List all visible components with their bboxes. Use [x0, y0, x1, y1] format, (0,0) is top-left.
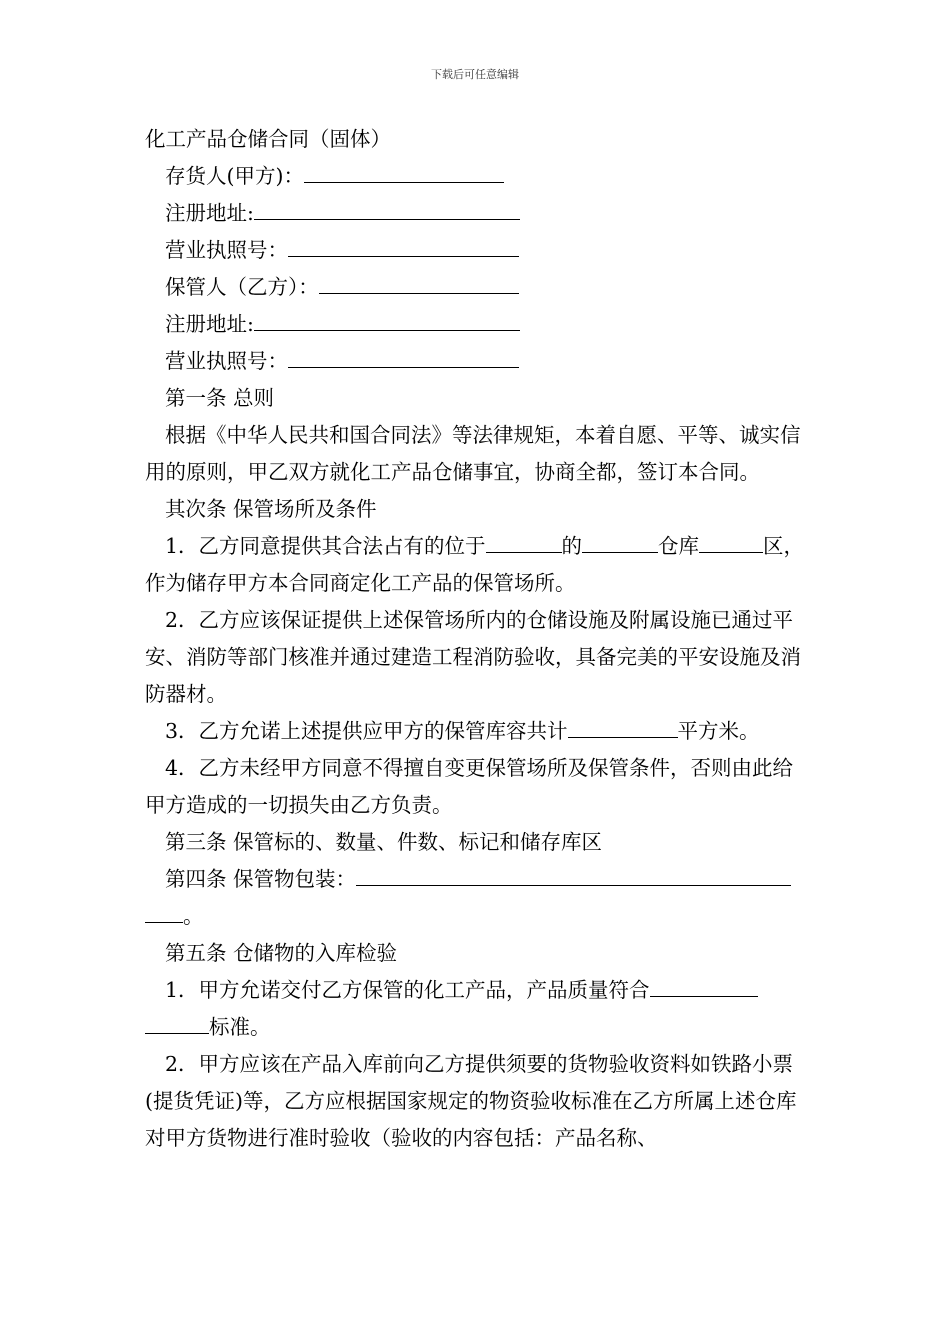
article-3-title: 第三条 保管标的、数量、件数、标记和储存库区 [165, 830, 603, 854]
address-b-line [145, 306, 807, 343]
article-4-continuation [145, 898, 807, 935]
article-2-clause-2: 2．乙方应该保证提供上述保管场所内的仓储设施及附属设施已通过平安、消防等部门核准并通过建造工程消防验收，具备完美的平安设施及消防器材。 [145, 608, 801, 706]
packaging-blank [356, 866, 791, 886]
article-5-title: 第五条 仓储物的入库检验 [165, 941, 398, 965]
party-b-line [145, 269, 807, 306]
quality-standard-blank [650, 977, 758, 997]
party-b-blank [319, 274, 519, 294]
article-2-clause-1 [145, 528, 807, 602]
article-4-title: 第四条 保管物包装： [165, 867, 357, 891]
license-a-label: 营业执照号： [165, 238, 288, 262]
license-a-blank [288, 237, 519, 257]
article-5-clause-1-cont [145, 1009, 807, 1046]
license-b-blank [288, 348, 519, 368]
article-4-end: 。 [183, 904, 204, 928]
article-4-line [145, 861, 807, 898]
contract-body [145, 121, 807, 1157]
clause-2-3-text-a: 3．乙方允诺上述提供应甲方的保管库容共计 [165, 719, 568, 743]
party-a-blank [304, 163, 504, 183]
article-2-clause-3 [145, 713, 807, 750]
article-5-clause-1 [145, 972, 807, 1009]
page-header-note: 下载后可任意编辑 [431, 68, 519, 81]
packaging-blank-cont [145, 903, 183, 923]
article-2-title: 其次条 保管场所及条件 [165, 497, 377, 521]
license-b-label: 营业执照号： [165, 349, 288, 373]
quality-standard-blank-cont [145, 1014, 209, 1034]
warehouse-blank [582, 533, 658, 553]
article-1-title: 第一条 总则 [165, 386, 275, 410]
clause-5-1-text-a: 1．甲方允诺交付乙方保管的化工产品，产品质量符合 [165, 978, 650, 1002]
party-a-line [145, 158, 807, 195]
address-a-blank [254, 200, 520, 220]
zone-blank [699, 533, 763, 553]
address-b-blank [254, 311, 520, 331]
article-5-clause-2: 2．甲方应该在产品入库前向乙方提供须要的货物验收资料如铁路小票(提货凭证)等，乙方应根据国家规定的物资验收标准在乙方所属上述仓库对甲方货物进行准时验收（验收的内容包括：产品名称、 [145, 1052, 797, 1150]
address-a-line [145, 195, 807, 232]
location-blank [486, 533, 562, 553]
party-b-label: 保管人（乙方）： [165, 275, 319, 299]
article-1-body: 根据《中华人民共和国合同法》等法律规矩，本着自愿、平等、诚实信用的原则，甲乙双方就化工产品仓储事宜，协商全都，签订本合同。 [145, 423, 801, 484]
clause-2-1-text-b: 的 [561, 534, 583, 558]
contract-title: 化工产品仓储合同（固体） [145, 127, 391, 151]
clause-5-1-text-b: 标准。 [209, 1015, 271, 1039]
address-b-label: 注册地址: [165, 312, 254, 336]
capacity-blank [568, 718, 678, 738]
party-a-label: 存货人(甲方)： [165, 164, 304, 188]
address-a-label: 注册地址: [165, 201, 254, 225]
clause-2-1-text-d: 区，作为储存甲方本合同商定化工产品的保管场所。 [145, 534, 805, 595]
clause-2-3-text-b: 平方米。 [677, 719, 760, 743]
license-a-line [145, 232, 807, 269]
article-2-clause-4: 4．乙方未经甲方同意不得擅自变更保管场所及保管条件，否则由此给甲方造成的一切损失由乙方负责。 [145, 756, 794, 817]
license-b-line [145, 343, 807, 380]
clause-2-1-text-a: 1．乙方同意提供其合法占有的位于 [165, 534, 486, 558]
clause-2-1-text-c: 仓库 [658, 534, 700, 558]
